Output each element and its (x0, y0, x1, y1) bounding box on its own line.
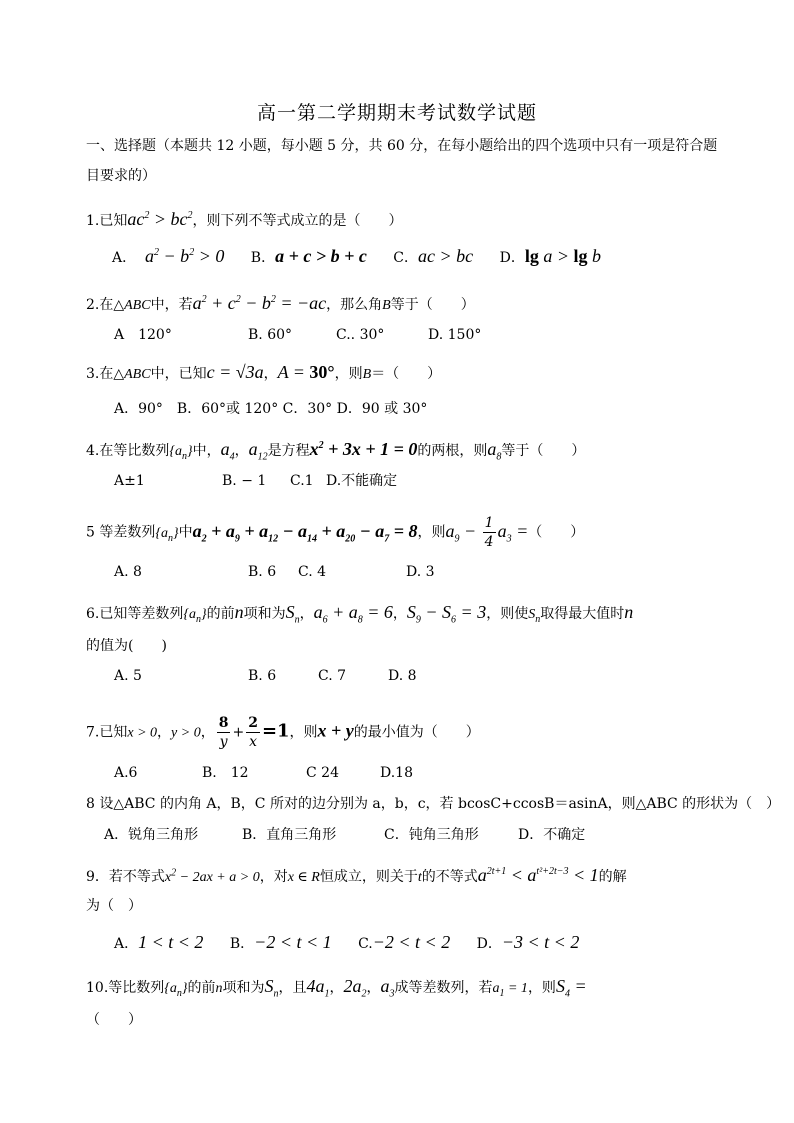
question-3-options: A．90° B．60°或 120° C．30° D．90 或 30° (114, 401, 428, 417)
question-2: 2.在△ABC中，若$a^2 + c^2 - b^2 = -ac$，那么角B等于（ ） (86, 293, 475, 313)
question-4: 4.在等比数列$\{a_n\}$中，$a_4$，$a_{12}$是方程$x^2 + 3x + 1 = 0$的两根，则$a_8$等于（ ） (86, 439, 586, 463)
question-8-options: A．锐角三角形 B．直角三角形 C．钝角三角形 D．不确定 (104, 827, 586, 843)
question-7: 7.已知x > 0，y > 0， $\frac{8}{y}$ + $\frac{2}{x}$ =1，则x + y的最小值为（ ） (86, 715, 480, 750)
question-8: 8 设△ABC 的内角 A，B，C 所对的边分别为 a，b，c，若 bcosC+ccosB＝asinA，则△ABC 的形状为（ ） (86, 796, 781, 812)
question-5: 5 等差数列$\{a_n\}$中$a_2 + a_9 + a_{12} - a_{14} + a_{20} - a_7 = 8$，则$a_9$ − $\frac{1}{4}$ $a_3$ =（ ） (86, 515, 585, 550)
page-title: 高一第二学期期末考试数学试题 (256, 102, 537, 124)
question-10: 10.等比数列$\{a_n\}$的前n项和为$S_n$，且$4a_1$，$2a_2$，$a_3$成等差数列，若$a_1 = 1$，则$S_4$ = (86, 976, 587, 1000)
section-heading-cont: 目要求的） (86, 168, 156, 184)
question-6-cont: 的值为( ) (86, 638, 167, 654)
question-4-options: A±1 B. − 1 C.1 D.不能确定 (114, 473, 398, 489)
question-6-options: A. 5 B. 6 C. 7 D. 8 (114, 668, 417, 684)
question-6: 6.已知等差数列$\{a_n\}$的前n项和为$S_n$，$a_6 + a_8 = 6$，$S_9 - S_6 = 3$，则使$S_n$取得最大值时n (86, 602, 634, 626)
question-1-options: A． $a^2 - b^2 > 0$ B．a + c > b + c C．ac > bc D．lg a > lg b (112, 246, 602, 266)
question-2-options: A 120° B. 60° C.. 30° D. 150° (114, 327, 482, 343)
question-10-cont: （ ） (86, 1012, 142, 1028)
question-3: 3.在△ABC中，已知c = √3a，A = 30°，则B＝（ ） (86, 362, 442, 382)
question-5-options: A. 8 B. 6 C. 4 D. 3 (114, 564, 435, 580)
question-1: 1.已知$ac^2 > bc^2$，则下列不等式成立的是（ ） (86, 209, 403, 229)
question-9-options: A．1 < t < 2 B．−2 < t < 1 C.−2 < t < 2 D．−3 < t < 2 (114, 932, 580, 952)
question-9: 9．若不等式$x^2 - 2ax + a > 0$，对x ∈ R恒成立，则关于t的不等式$a^{2t+1} < a^{t^2+2t-3} < 1$的解 (86, 865, 627, 885)
question-9-cont: 为（ ） (86, 898, 142, 914)
question-7-options: A.6 B. 12 C 24 D.18 (114, 765, 413, 781)
section-heading: 一、选择题（本题共 12 小题，每小题 5 分，共 60 分，在每小题给出的四个选项中只有一项是符合题 (86, 138, 718, 154)
